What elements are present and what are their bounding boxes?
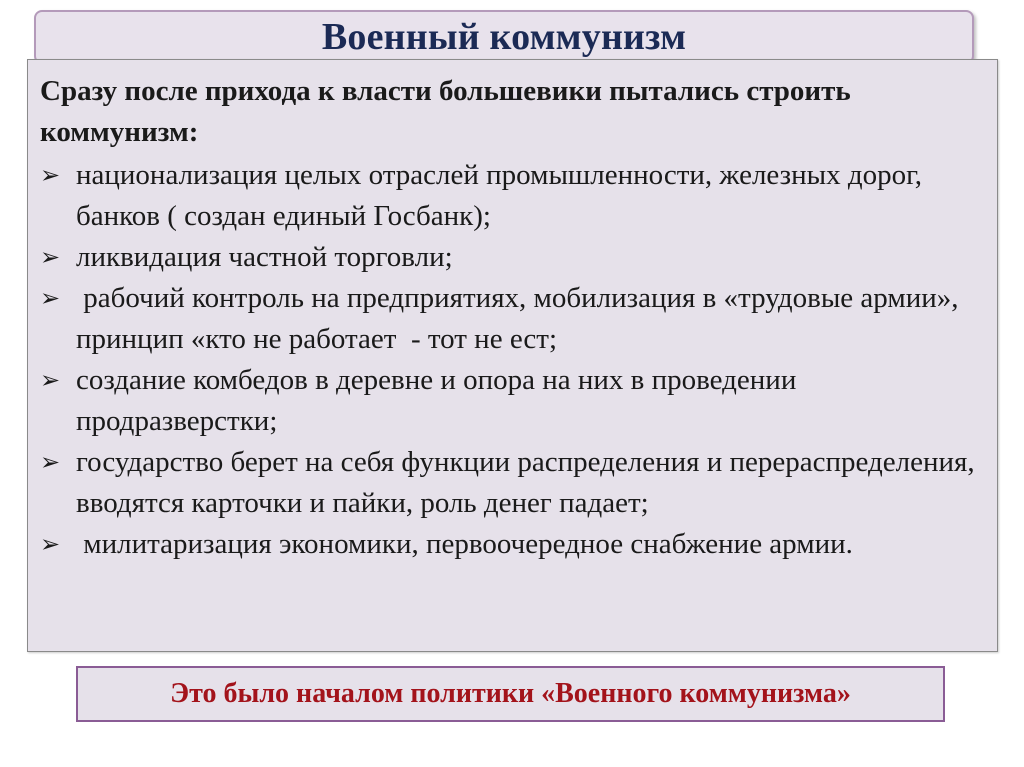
list-item-text: рабочий контроль на предприятиях, мобилизация в «трудовые армии», принцип «кто не работает - тот не ест; bbox=[76, 282, 974, 355]
content-box bbox=[27, 59, 998, 652]
list-item-text: национализация целых отраслей промышленности, железных дорог, банков ( создан единый Госбанк); bbox=[76, 159, 930, 232]
arrow-bullet-icon: ➢ bbox=[40, 243, 61, 271]
intro-text: Сразу после прихода к власти большевики пытались строить коммунизм: bbox=[40, 75, 851, 148]
list-item-text: государство берет на себя функции распределения и перераспределения, вводятся карточки и пайки, роль денег падает; bbox=[76, 446, 982, 519]
list-item bbox=[28, 155, 997, 237]
arrow-bullet-icon: ➢ bbox=[40, 161, 61, 189]
list-item-text: милитаризация экономики, первоочередное снабжение армии. bbox=[76, 528, 853, 560]
bullet-list bbox=[28, 155, 997, 565]
arrow-bullet-icon: ➢ bbox=[40, 366, 61, 394]
conclusion-text: Это было началом политики «Военного коммунизма» bbox=[170, 678, 851, 709]
list-item bbox=[28, 278, 997, 360]
list-item bbox=[28, 360, 997, 442]
list-item-text: ликвидация частной торговли; bbox=[76, 241, 453, 273]
slide-title: Военный коммунизм bbox=[321, 16, 687, 58]
list-item bbox=[28, 524, 997, 565]
list-item bbox=[28, 237, 997, 278]
conclusion-box bbox=[76, 666, 945, 722]
list-item bbox=[28, 442, 997, 524]
arrow-bullet-icon: ➢ bbox=[40, 530, 61, 558]
title-box bbox=[34, 10, 974, 64]
arrow-bullet-icon: ➢ bbox=[40, 284, 61, 312]
list-item-text: создание комбедов в деревне и опора на них в проведении продразверстки; bbox=[76, 364, 804, 437]
arrow-bullet-icon: ➢ bbox=[40, 448, 61, 476]
